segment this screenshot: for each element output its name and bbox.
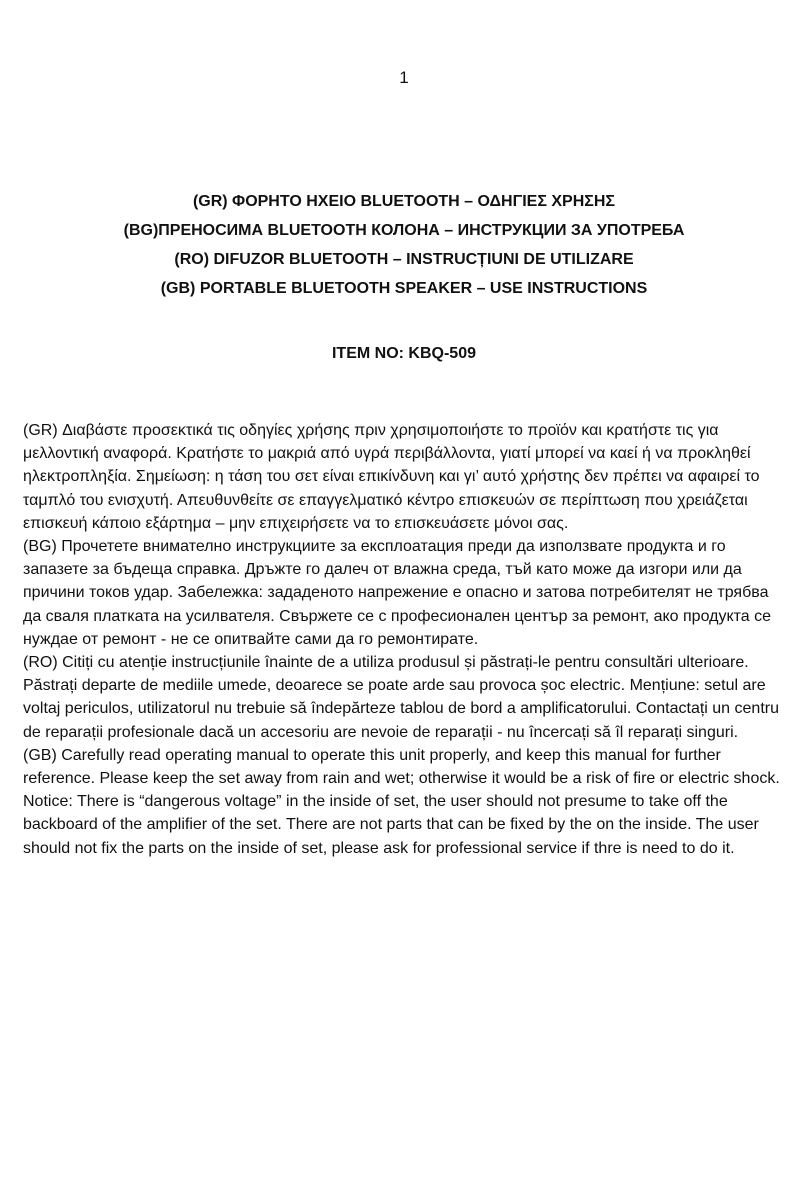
page-number: 1 xyxy=(399,68,409,87)
title-greek: (GR) ΦΟΡΗΤΟ ΗΧΕΙΟ BLUETOOTH – ΟΔΗΓΙΕΣ ΧΡΗΣΗΣ xyxy=(192,193,616,210)
title-bulgarian: (BG)ПРЕНОСИМА BLUETOOTH КОЛОНА – ИНСТРУКЦИИ ЗА УПОТРЕБА xyxy=(123,222,685,239)
title-english: (GB) PORTABLE BLUETOOTH SPEAKER – USE INSTRUCTIONS xyxy=(160,280,648,297)
title-block xyxy=(0,187,808,303)
paragraph-english: (GB) Carefully read operating manual to operate this unit properly, and keep this manual for further reference. Please keep the set away from rain and wet; otherwise it would be a risk of fire or electric shock. Notice: There is “dangerous voltage” in the inside of set, the user should not presume to take off the backboard of the amplifier of the set. There are not parts that can be fixed by the on the inside. The user should not fix the parts on the inside of set, please ask for professional service if thre is need to do it. xyxy=(23,746,780,857)
instructions-body xyxy=(23,419,788,860)
item-number: ITEM NO: KBQ-509 xyxy=(331,345,476,362)
paragraph-bulgarian: (BG) Прочетете внимателно инструкциите за експлоатация преди да използвате продукта и го запазете за бъдеща справка. Дръжте го далеч от влажна среда, тъй като може да изгори или да причини токов удар. Забележка: зададеното напрежение е опасно и затова потребителят не трябва да сваля платката на усилвателя. Свържете се с професионален център за ремонт, ако продукта се нуждае от ремонт - не се опитвайте сами да го ремонтирате. xyxy=(23,538,772,648)
title-romanian: (RO) DIFUZOR BLUETOOTH – INSTRUCȚIUNI DE UTILIZARE xyxy=(174,251,634,268)
paragraph-romanian: (RO) Citiți cu atenție instrucțiunile înainte de a utiliza produsul și păstrați-le pentru consultări ulterioare. Păstrați departe de mediile umede, deoarece se poate arde sau provoca șoc electric. Mențiune: setul are voltaj periculos, utilizatorul nu trebuie să îndepărteze tablou de bord a amplificatorului. Contactați un centru de reparații profesionale dacă un accesoriu are nevoie de reparații - nu încercați să îl reparați singuri. xyxy=(23,654,779,741)
paragraph-greek: (GR) Διαβάστε προσεκτικά τις οδηγίες χρήσης πριν χρησιμοποιήστε το προϊόν και κρατήστε τις για μελλοντική αναφορά. Κρατήστε το μακριά από υγρά περιβάλλοντα, γιατί μπορεί να καεί ή να προκληθεί ηλεκτροπληξία. Σημείωση: η τάση του σετ είναι επικίνδυνη και γι’ αυτό χρήστης δεν πρέπει να αφαιρεί το ταμπλό του ενισχυτή. Απευθυνθείτε σε επαγγελματικό κέντρο επισκευών σε περίπτωση που χρειάζεται επισκευή κάποιο εξάρτημα – μην επιχειρήσετε να το επισκευάσετε μόνοι σας. xyxy=(23,422,760,532)
